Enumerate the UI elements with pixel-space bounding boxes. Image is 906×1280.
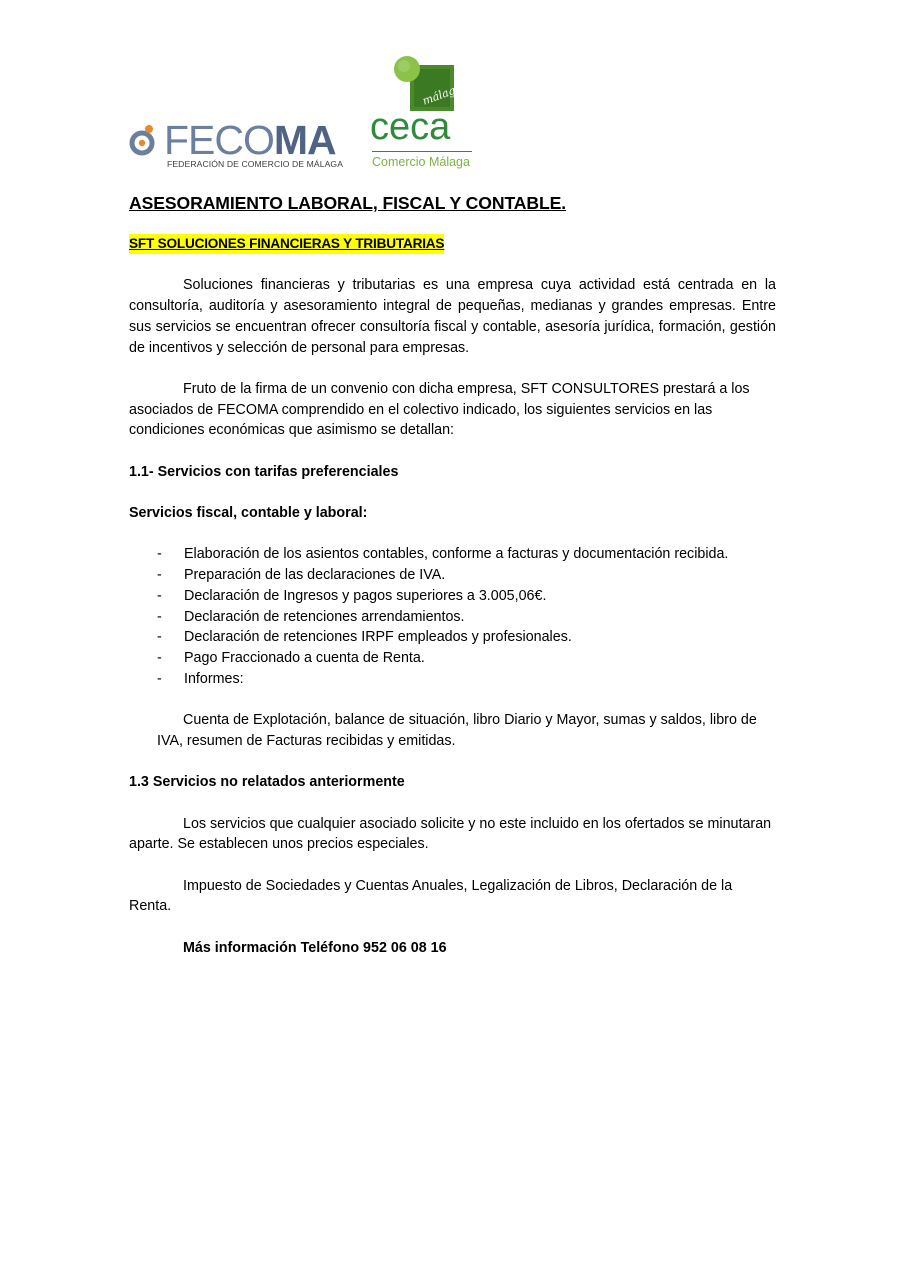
company-heading: SFT SOLUCIONES FINANCIERAS Y TRIBUTARIAS <box>129 234 444 254</box>
document-body <box>129 191 776 958</box>
bullet-dash: - <box>157 587 162 604</box>
list-item: - Elaboración de los asientos contables, conforme a facturas y documentación recibida. <box>129 544 776 565</box>
document-title: ASESORAMIENTO LABORAL, FISCAL Y CONTABLE. <box>129 193 567 213</box>
section-1-3-heading: 1.3 Servicios no relatados anteriormente <box>129 774 405 791</box>
bullet-dash: - <box>157 629 162 646</box>
bullet-dash: - <box>157 670 162 687</box>
services-subheading: Servicios fiscal, contable y laboral: <box>129 505 368 522</box>
contact-phone-line: Más información Teléfono 952 06 08 16 <box>183 939 447 956</box>
other-services-paragraph: Los servicios que cualquier asociado solicite y no este incluido en los ofertados se minutaran aparte. Se establecen unos precios especiales. <box>129 815 772 853</box>
list-item: - Declaración de Ingresos y pagos superiores a 3.005,06€. <box>129 586 776 607</box>
list-item: - Declaración de retenciones IRPF empleados y profesionales. <box>129 627 776 648</box>
ceca-divider <box>372 151 472 152</box>
ceca-subtitle: Comercio Málaga <box>372 155 470 169</box>
agreement-paragraph: Fruto de la firma de un convenio con dicha empresa, SFT CONSULTORES prestará a los asociados de FECOMA comprendido en el colectivo indicado, los siguientes servicios en las condiciones económicas que asimismo se detallan: <box>129 380 750 439</box>
fecoma-emblem-icon <box>129 123 159 157</box>
informes-detail: Cuenta de Explotación, balance de situación, libro Diario y Mayor, sumas y saldos, libro de IVA, resumen de Facturas recibidas y emitidas. <box>157 712 757 749</box>
intro-paragraph: Soluciones financieras y tributarias es una empresa cuya actividad está centrada en la consultoría, auditoría y asesoramiento integral de pequeñas, medianas y grandes empresas. Entre sus servicios se encuentran ofrecer consultoría fiscal y contable, asesoría jurídica, formación, gestión de incentivos y selección de personal para empresas. <box>129 277 776 356</box>
bullet-dash: - <box>157 649 162 666</box>
ceca-logo <box>368 55 478 175</box>
list-item: - Informes: <box>129 669 776 690</box>
fecoma-subtitle: FEDERACIÓN DE COMERCIO DE MÁLAGA <box>167 159 344 169</box>
bullet-dash: - <box>157 567 162 584</box>
fecoma-logo <box>129 118 344 173</box>
bullet-dash: - <box>157 546 162 563</box>
services-list <box>129 544 776 689</box>
fecoma-wordmark: FECOMA <box>164 117 336 163</box>
list-item: - Declaración de retenciones arrendamientos. <box>129 607 776 628</box>
ceca-script-text: málaga <box>420 81 464 108</box>
bullet-dash: - <box>157 608 162 625</box>
ceca-wordmark: ceca <box>370 106 451 148</box>
special-prices-paragraph: Impuesto de Sociedades y Cuentas Anuales, Legalización de Libros, Declaración de la Renta. <box>129 877 733 915</box>
section-1-1-heading: 1.1- Servicios con tarifas preferenciales <box>129 463 399 480</box>
list-item: - Preparación de las declaraciones de IVA. <box>129 565 776 586</box>
list-item: - Pago Fraccionado a cuenta de Renta. <box>129 648 776 669</box>
